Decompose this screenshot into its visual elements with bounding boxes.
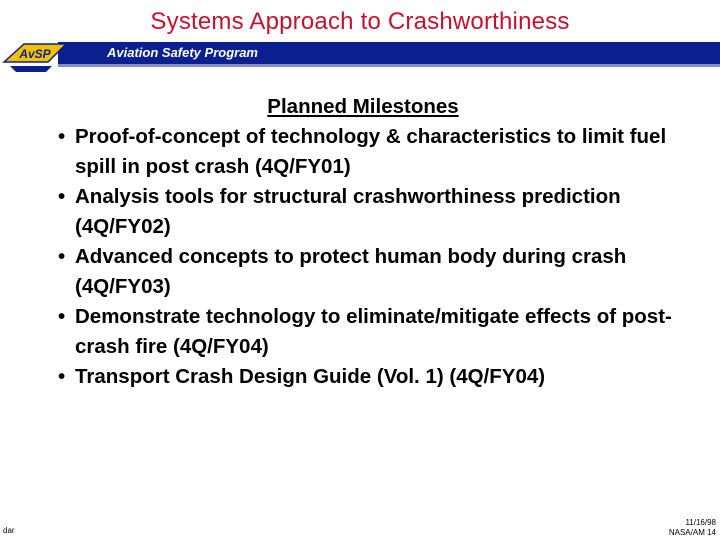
list-item <box>58 302 678 362</box>
footer-author: dar <box>3 526 15 535</box>
list-item <box>58 362 678 392</box>
bullet-glyph: • <box>58 125 66 148</box>
list-item <box>58 122 678 182</box>
milestone-text: Advanced concepts to protect human body during crash (4Q/FY03) <box>75 245 627 298</box>
header-banner-shadow <box>58 64 720 67</box>
slide-content <box>58 92 678 392</box>
bullet-glyph: • <box>58 185 66 208</box>
program-subtitle: Aviation Safety Program <box>107 45 258 60</box>
milestone-text: Demonstrate technology to eliminate/mitigate effects of post-crash fire (4Q/FY04) <box>75 305 672 358</box>
milestone-text: Analysis tools for structural crashworthiness prediction (4Q/FY02) <box>75 185 621 238</box>
bullet-glyph: • <box>58 305 66 328</box>
avsp-logo <box>2 36 72 76</box>
bullet-glyph: • <box>58 365 66 388</box>
bullet-glyph: • <box>58 245 66 268</box>
milestones-heading: Planned Milestones <box>267 95 459 118</box>
avsp-logo-icon <box>2 36 72 76</box>
list-item <box>58 182 678 242</box>
list-item <box>58 242 678 302</box>
footer-date: 11/16/98 <box>685 518 716 527</box>
footer-info <box>669 518 716 538</box>
footer-page: NASA/AM 14 <box>668 528 716 537</box>
logo-text: AvSP <box>19 47 51 61</box>
slide-title: Systems Approach to Crashworthiness <box>150 8 570 35</box>
milestone-text: Transport Crash Design Guide (Vol. 1) (4Q/FY04) <box>75 365 546 388</box>
milestone-text: Proof-of-concept of technology & characteristics to limit fuel spill in post crash (4Q/FY01) <box>75 125 667 178</box>
